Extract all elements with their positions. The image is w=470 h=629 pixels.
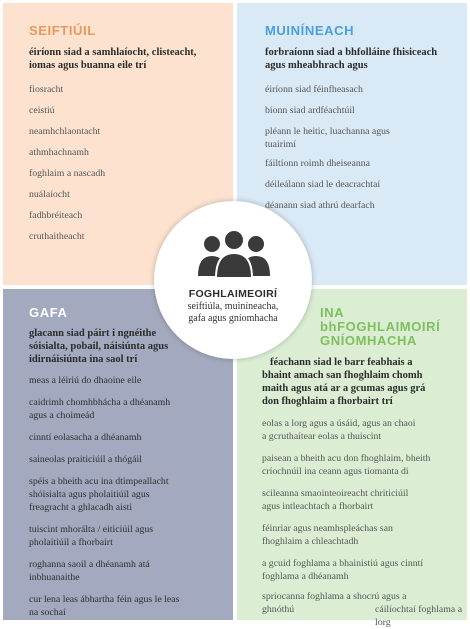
center-subtitle-line: seiftiúla, muiníneacha, — [187, 301, 279, 312]
muinineach-intro-line: forbraíonn siad a bhfolláine fhisiceach — [265, 47, 438, 58]
gafa-item: roghanna saoil a dhéanamh atá — [29, 559, 150, 570]
gafa-item: pholaitiúil a fhorbairt — [29, 537, 113, 548]
center-title: FOGHLAIMEOIRÍ — [188, 288, 278, 300]
gniomhacha-item: foghlama a dhéanamh — [262, 571, 349, 582]
gafa-item: meas a léiriú do dhaoine eile — [29, 375, 142, 386]
gafa-item: shóisialta agus pholaitiúil agus — [29, 489, 150, 500]
muinineach-title: MUINÍNEACH — [265, 23, 355, 38]
seiftiuil-item: ceistiú — [29, 105, 55, 116]
seiftiuil-intro-line: éiríonn siad a samhlaíocht, clisteacht, — [29, 47, 197, 58]
seiftiuil-title: SEIFTIÚIL — [29, 23, 96, 38]
muinineach-item: déanann siad athrú dearfach — [265, 200, 375, 211]
muinineach-item: fáiltíonn roimh dheiseanna — [265, 158, 371, 169]
muinineach-item: déileálann siad le deacrachtaí — [265, 179, 381, 190]
muinineach-item: tuairimí — [265, 139, 297, 150]
gniomhacha-item: féinriar agus neamhspleáchas san — [262, 523, 393, 534]
gniomhacha-title: GNÍOMHACHA — [320, 333, 417, 348]
gniomhacha-title: INA — [320, 305, 345, 320]
center-subtitle — [163, 301, 303, 325]
gniomhacha-item: críochnúil ina ceann agus tiomanta di — [262, 466, 409, 477]
gniomhacha-intro-line: bhaint amach san fhoghlaim chomh — [262, 370, 423, 381]
seiftiuil-item: nuálaíocht — [29, 189, 70, 200]
gafa-intro-line: glacann siad páirt i ngnéithe — [29, 328, 157, 339]
gafa-item: inbhuanaithe — [29, 572, 80, 583]
gniomhacha-item: fhoghlaim a chleachtadh — [262, 536, 359, 547]
gniomhacha-title: bhFOGHLAIMOIRÍ — [320, 319, 441, 334]
gafa-intro-line: sóisialta, pobail, náisiúnta agus — [29, 341, 169, 352]
gafa-item: cur lena leas ábhartha féin agus le leas — [29, 594, 180, 605]
gniomhacha-intro-line: maith agus atá ar a gcumas agus grá — [262, 383, 426, 394]
gniomhacha-item: scileanna smaointeoireacht chriticiúil — [262, 488, 409, 499]
gniomhacha-item: cáilíochtaí foghlama a lorg — [375, 604, 463, 628]
seiftiuil-item: neamhchlaontacht — [29, 126, 101, 137]
seiftiuil-item: cruthaitheacht — [29, 231, 85, 242]
gniomhacha-item: a gcuid foghlama a bhainistiú agus cinntí — [262, 558, 424, 569]
gafa-title: GAFA — [29, 305, 68, 320]
gafa-item: agus a choimeád — [29, 410, 95, 421]
seiftiuil-item: fiosracht — [29, 84, 64, 95]
gafa-intro-line: idirnáisiúnta ina saol trí — [29, 354, 138, 365]
center-circle — [154, 201, 312, 359]
gafa-item: caidrimh chomhbhácha a dhéanamh — [29, 397, 171, 408]
seiftiuil-item: foghlaim a nascadh — [29, 168, 106, 179]
gniomhacha-item: a gcruthaítear eolas a thuiscint — [262, 431, 382, 442]
muinineach-intro-line: agus mheabhrach agus — [265, 60, 368, 71]
gafa-item: cinntí eolasacha a dhéanamh — [29, 432, 142, 443]
gniomhacha-item: agus intleachtach a fhorbairt — [262, 501, 374, 512]
gniomhacha-intro-line: féachann siad le barr feabhais a — [270, 357, 413, 368]
gniomhacha-item: ghnóthú — [262, 604, 295, 615]
seiftiuil-item: athmhachnamh — [29, 147, 89, 158]
muinineach-item: bíonn siad ardféachtúil — [265, 105, 355, 116]
seiftiuil-item: fadhbréiteach — [29, 210, 83, 221]
seiftiuil-intro-line: iomas agus buanna eile trí — [29, 60, 147, 71]
muinineach-item: éiríonn siad féinfheasach — [265, 84, 363, 95]
people-group-icon — [197, 228, 271, 280]
gniomhacha-item: spriocanna foghlama a shocrú agus a — [262, 591, 407, 602]
gafa-item: na sochaí — [29, 607, 66, 618]
center-subtitle-line: gafa agus gníomhacha — [188, 313, 278, 324]
gniomhacha-item: paisean a bheith acu don fhoghlaim, bheith — [262, 453, 431, 464]
gniomhacha-intro-line: don fhoghlaim a fhorbairt trí — [262, 396, 393, 407]
gafa-item: tuiscint mhorálta / eiticiúil agus — [29, 524, 154, 535]
gafa-item: saineolas praiticiúil a thógáil — [29, 454, 142, 465]
gafa-item: spéis a bheith acu ina dtimpeallacht — [29, 476, 169, 487]
gniomhacha-item: eolas a lorg agus a úsáid, agus an chaoi — [262, 418, 416, 429]
muinineach-item: pléann le heitic, luachanna agus — [265, 126, 390, 137]
gafa-item: freagracht a ghlacadh aisti — [29, 502, 133, 513]
